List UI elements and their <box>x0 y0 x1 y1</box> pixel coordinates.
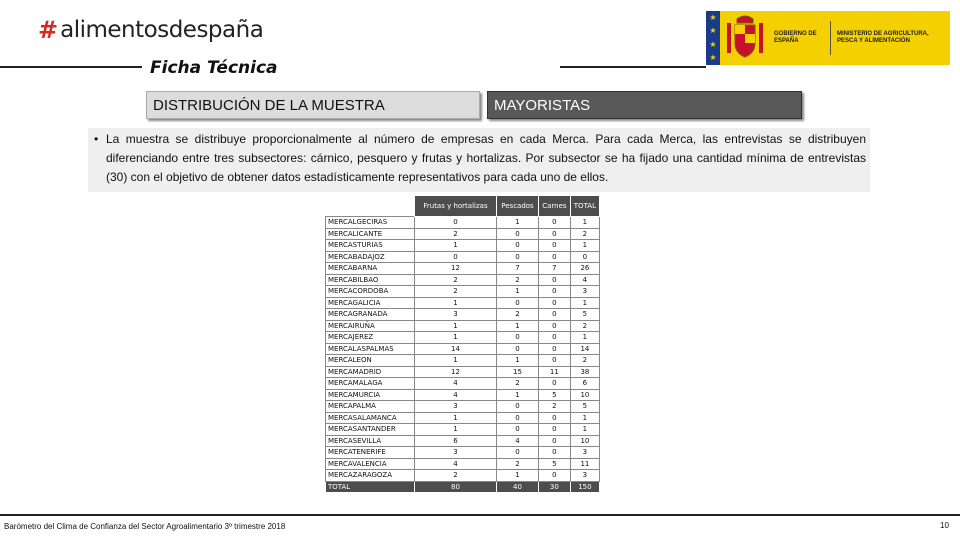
table-row <box>326 309 600 321</box>
value-cell: 0 <box>496 401 538 413</box>
section-right-box <box>487 91 802 119</box>
value-cell: 2 <box>570 320 599 332</box>
description-text: La muestra se distribuye proporcionalmente al número de empresas en cada Merca. Para cada Merca, las entrevistas se distribuyen diferenciando entre tres subsectores: cárnico, pesquero y frutas y hortalizas. Por subsector se ha fijado una cantidad mínima de entrevistas (30) con el objetivo de obtener datos estadísticamente representativos para cada uno de ellos. <box>106 132 866 184</box>
value-cell: 14 <box>415 343 497 355</box>
value-cell: 5 <box>538 389 570 401</box>
table-row <box>326 251 600 263</box>
value-cell: 4 <box>570 274 599 286</box>
value-cell: 0 <box>496 447 538 459</box>
table-row <box>326 228 600 240</box>
hash-icon: # <box>38 16 59 44</box>
value-cell: 1 <box>570 332 599 344</box>
ministerio-label: MINISTERIO DE AGRICULTURA, PESCA Y ALIMENTACIÓN <box>837 31 929 44</box>
value-cell: 6 <box>415 435 497 447</box>
merca-name-cell: MERCAVALENCIA <box>326 458 415 470</box>
section-left-box <box>146 91 480 119</box>
merca-name-cell: MERCALICANTE <box>326 228 415 240</box>
value-cell: 0 <box>538 286 570 298</box>
value-cell: 0 <box>496 332 538 344</box>
value-cell: 0 <box>538 378 570 390</box>
value-cell: 5 <box>570 309 599 321</box>
merca-name-cell: MERCASALAMANCA <box>326 412 415 424</box>
value-cell: 0 <box>415 217 497 229</box>
table-row <box>326 470 600 482</box>
header-pescados: Pescados <box>496 196 538 217</box>
value-cell: 15 <box>496 366 538 378</box>
value-cell: 2 <box>496 458 538 470</box>
merca-name-cell: MERCAMADRID <box>326 366 415 378</box>
table-body <box>326 217 600 493</box>
value-cell: 1 <box>496 320 538 332</box>
value-cell: 0 <box>538 355 570 367</box>
merca-name-cell: MERCAMALAGA <box>326 378 415 390</box>
merca-name-cell: MERCAGALICIA <box>326 297 415 309</box>
merca-name-cell: MERCALASPALMAS <box>326 343 415 355</box>
value-cell: 0 <box>538 332 570 344</box>
table-row <box>326 435 600 447</box>
value-cell: 7 <box>496 263 538 275</box>
value-cell: 0 <box>538 320 570 332</box>
table-row <box>326 343 600 355</box>
value-cell: 1 <box>415 424 497 436</box>
value-cell: 1 <box>570 217 599 229</box>
merca-name-cell: MERCASANTANDER <box>326 424 415 436</box>
value-cell: 1 <box>570 412 599 424</box>
footer-text: Barómetro del Clima de Confianza del Sector Agroalimentario 3º trimestre 2018 <box>4 522 286 531</box>
value-cell: 4 <box>415 389 497 401</box>
value-cell: 0 <box>496 412 538 424</box>
value-cell: 2 <box>496 309 538 321</box>
total-value-cell: 150 <box>570 481 599 493</box>
value-cell: 2 <box>570 228 599 240</box>
table-row <box>326 401 600 413</box>
merca-name-cell: MERCAGRANADA <box>326 309 415 321</box>
value-cell: 1 <box>496 470 538 482</box>
value-cell: 2 <box>415 228 497 240</box>
value-cell: 10 <box>570 435 599 447</box>
value-cell: 0 <box>538 435 570 447</box>
value-cell: 0 <box>496 240 538 252</box>
value-cell: 12 <box>415 263 497 275</box>
table-total-row <box>326 481 600 493</box>
value-cell: 10 <box>570 389 599 401</box>
distribution-table-container <box>325 195 600 495</box>
value-cell: 0 <box>538 424 570 436</box>
total-label-cell: TOTAL <box>326 481 415 493</box>
value-cell: 1 <box>496 286 538 298</box>
table-row <box>326 378 600 390</box>
value-cell: 2 <box>496 274 538 286</box>
table-row <box>326 389 600 401</box>
value-cell: 3 <box>415 447 497 459</box>
value-cell: 4 <box>415 458 497 470</box>
value-cell: 6 <box>570 378 599 390</box>
coat-of-arms-icon <box>720 13 770 63</box>
value-cell: 0 <box>538 343 570 355</box>
value-cell: 0 <box>538 470 570 482</box>
value-cell: 2 <box>538 401 570 413</box>
page-title: Ficha Técnica <box>150 58 278 78</box>
value-cell: 0 <box>538 309 570 321</box>
table-header-row <box>326 196 600 217</box>
value-cell: 1 <box>496 355 538 367</box>
total-value-cell: 80 <box>415 481 497 493</box>
eu-flag-icon: ★ ★ ★ ★ <box>706 11 720 65</box>
value-cell: 0 <box>538 412 570 424</box>
value-cell: 14 <box>570 343 599 355</box>
value-cell: 0 <box>496 251 538 263</box>
value-cell: 0 <box>538 251 570 263</box>
table-row <box>326 217 600 229</box>
header-blank <box>326 196 415 217</box>
value-cell: 0 <box>496 343 538 355</box>
table-row <box>326 320 600 332</box>
value-cell: 1 <box>415 320 497 332</box>
table-row <box>326 424 600 436</box>
table-row <box>326 240 600 252</box>
value-cell: 11 <box>538 366 570 378</box>
value-cell: 1 <box>415 412 497 424</box>
merca-name-cell: MERCAPALMA <box>326 401 415 413</box>
value-cell: 2 <box>415 286 497 298</box>
value-cell: 1 <box>496 217 538 229</box>
merca-name-cell: MERCAJEREZ <box>326 332 415 344</box>
value-cell: 11 <box>570 458 599 470</box>
gobierno-label: GOBIERNO DE ESPAÑA <box>770 21 831 55</box>
section-left-label: DISTRIBUCIÓN DE LA MUESTRA <box>153 97 385 114</box>
total-value-cell: 30 <box>538 481 570 493</box>
value-cell: 12 <box>415 366 497 378</box>
value-cell: 0 <box>570 251 599 263</box>
merca-name-cell: MERCAIRUÑA <box>326 320 415 332</box>
merca-name-cell: MERCABADAJOZ <box>326 251 415 263</box>
table-row <box>326 274 600 286</box>
table-row <box>326 286 600 298</box>
title-rule-right <box>560 66 706 68</box>
alimentos-de-espana-logo <box>38 14 263 46</box>
merca-name-cell: MERCALGECIRAS <box>326 217 415 229</box>
value-cell: 1 <box>570 240 599 252</box>
table-row <box>326 263 600 275</box>
value-cell: 0 <box>415 251 497 263</box>
value-cell: 1 <box>415 297 497 309</box>
page-number: 10 <box>940 521 949 530</box>
value-cell: 3 <box>570 470 599 482</box>
value-cell: 3 <box>570 286 599 298</box>
value-cell: 0 <box>538 297 570 309</box>
merca-name-cell: MERCABILBAO <box>326 274 415 286</box>
value-cell: 26 <box>570 263 599 275</box>
value-cell: 1 <box>415 355 497 367</box>
distribution-table <box>325 195 600 493</box>
value-cell: 4 <box>415 378 497 390</box>
value-cell: 5 <box>538 458 570 470</box>
value-cell: 0 <box>496 297 538 309</box>
merca-name-cell: MERCAZARAGOZA <box>326 470 415 482</box>
total-value-cell: 40 <box>496 481 538 493</box>
value-cell: 2 <box>570 355 599 367</box>
header-carnes: Carnes <box>538 196 570 217</box>
value-cell: 7 <box>538 263 570 275</box>
value-cell: 0 <box>538 274 570 286</box>
bullet-icon: • <box>94 132 99 146</box>
table-row <box>326 297 600 309</box>
value-cell: 1 <box>415 332 497 344</box>
value-cell: 0 <box>538 240 570 252</box>
value-cell: 0 <box>538 228 570 240</box>
value-cell: 5 <box>570 401 599 413</box>
table-row <box>326 412 600 424</box>
merca-name-cell: MERCABARNA <box>326 263 415 275</box>
value-cell: 2 <box>415 470 497 482</box>
value-cell: 1 <box>496 389 538 401</box>
value-cell: 2 <box>496 378 538 390</box>
value-cell: 1 <box>570 424 599 436</box>
section-right-label: MAYORISTAS <box>494 97 591 114</box>
value-cell: 2 <box>415 274 497 286</box>
title-rule-left <box>0 66 142 68</box>
value-cell: 1 <box>570 297 599 309</box>
table-row <box>326 355 600 367</box>
value-cell: 4 <box>496 435 538 447</box>
value-cell: 0 <box>496 228 538 240</box>
value-cell: 38 <box>570 366 599 378</box>
value-cell: 0 <box>496 424 538 436</box>
value-cell: 3 <box>415 309 497 321</box>
table-row <box>326 332 600 344</box>
value-cell: 3 <box>570 447 599 459</box>
value-cell: 3 <box>415 401 497 413</box>
table-row <box>326 447 600 459</box>
logo-text: alimentosdespaña <box>60 17 264 43</box>
header-frutas: Frutas y hortalizas <box>415 196 497 217</box>
merca-name-cell: MERCASEVILLA <box>326 435 415 447</box>
value-cell: 0 <box>538 217 570 229</box>
merca-name-cell: MERCATENERIFE <box>326 447 415 459</box>
merca-name-cell: MERCASTURIAS <box>326 240 415 252</box>
description-panel <box>88 128 870 192</box>
merca-name-cell: MERCACORDOBA <box>326 286 415 298</box>
header-total: TOTAL <box>570 196 599 217</box>
table-row <box>326 366 600 378</box>
merca-name-cell: MERCAMURCIA <box>326 389 415 401</box>
footer-rule <box>0 514 960 516</box>
merca-name-cell: MERCALEON <box>326 355 415 367</box>
value-cell: 0 <box>538 447 570 459</box>
ministry-logo <box>706 11 950 65</box>
value-cell: 1 <box>415 240 497 252</box>
table-row <box>326 458 600 470</box>
